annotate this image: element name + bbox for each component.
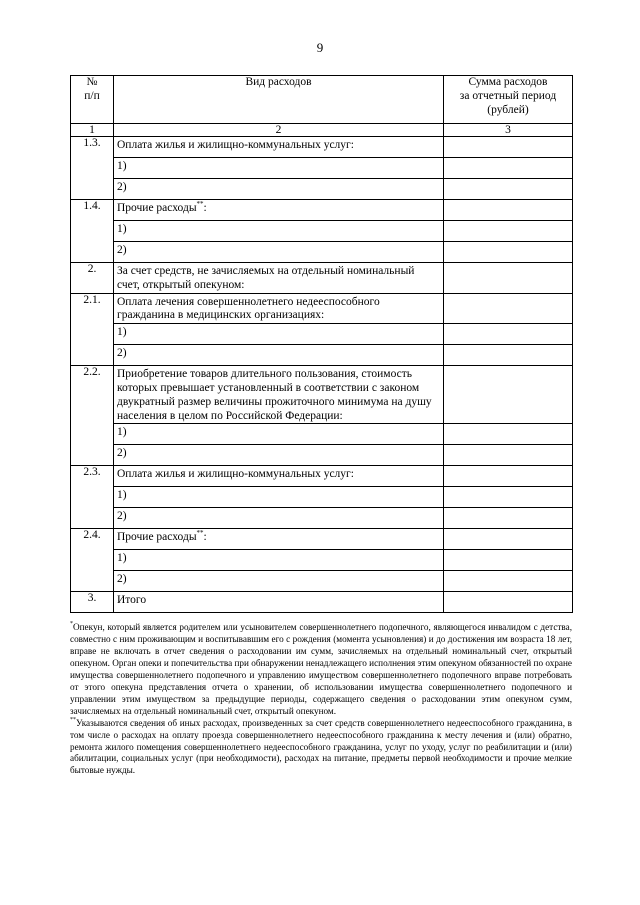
table-row bbox=[71, 137, 573, 158]
table-row bbox=[71, 529, 573, 550]
table-row bbox=[71, 158, 573, 179]
expense-type-cell bbox=[114, 200, 444, 221]
expense-type-cell bbox=[114, 466, 444, 487]
table-row bbox=[71, 508, 573, 529]
expense-type-cell bbox=[114, 487, 444, 508]
expense-type-text: 1) bbox=[117, 552, 127, 565]
row-number: 1.4. bbox=[71, 200, 114, 263]
table-header-row bbox=[71, 76, 573, 124]
expense-type-text: Оплата лечения совершеннолетнего недееспособного гражданина в медицинских организациях: bbox=[117, 295, 380, 322]
row-number: 2.1. bbox=[71, 293, 114, 366]
amount-cell[interactable] bbox=[444, 324, 573, 345]
amount-cell[interactable] bbox=[444, 571, 573, 592]
amount-cell[interactable] bbox=[444, 445, 573, 466]
amount-cell[interactable] bbox=[444, 366, 573, 424]
expense-type-cell bbox=[114, 293, 444, 324]
header-type: Вид расходов bbox=[114, 76, 444, 124]
expense-type-cell bbox=[114, 179, 444, 200]
expense-type-text: Итого bbox=[117, 594, 147, 607]
amount-cell[interactable] bbox=[444, 263, 573, 294]
column-number: 2 bbox=[114, 124, 444, 137]
expense-type-text: 2) bbox=[117, 244, 127, 256]
expense-type-cell bbox=[114, 158, 444, 179]
expense-type-cell bbox=[114, 137, 444, 158]
row-number: 2.4. bbox=[71, 529, 114, 592]
footnote-1 bbox=[70, 622, 572, 718]
expense-type-cell bbox=[114, 550, 444, 571]
row-number: 2.2. bbox=[71, 366, 114, 466]
expense-type-cell bbox=[114, 424, 444, 445]
amount-cell[interactable] bbox=[444, 550, 573, 571]
expense-type-text: За счет средств, не зачисляемых на отдельный номинальный счет, открытый опекуном: bbox=[117, 265, 415, 291]
amount-cell[interactable] bbox=[444, 221, 573, 242]
row-number: 3. bbox=[71, 592, 114, 613]
row-number: 2.3. bbox=[71, 466, 114, 529]
expense-type-text: Прочие расходы bbox=[117, 202, 197, 214]
expense-type-text: 2) bbox=[117, 447, 127, 460]
expense-type-cell bbox=[114, 445, 444, 466]
amount-cell[interactable] bbox=[444, 158, 573, 179]
table-row bbox=[71, 592, 573, 613]
expense-type-cell bbox=[114, 529, 444, 550]
footnote-mark: ** bbox=[70, 716, 76, 723]
amount-cell[interactable] bbox=[444, 200, 573, 221]
amount-cell[interactable] bbox=[444, 424, 573, 445]
header-num: № п/п bbox=[71, 76, 114, 124]
table-row bbox=[71, 263, 573, 294]
table-row bbox=[71, 200, 573, 221]
table-row bbox=[71, 550, 573, 571]
amount-cell[interactable] bbox=[444, 242, 573, 263]
table-row bbox=[71, 424, 573, 445]
table-row bbox=[71, 324, 573, 345]
expenses-table bbox=[70, 75, 573, 613]
footnote-mark: * bbox=[70, 621, 73, 627]
expense-type-text: 2) bbox=[117, 347, 127, 360]
amount-cell[interactable] bbox=[444, 137, 573, 158]
amount-cell[interactable] bbox=[444, 508, 573, 529]
expense-type-cell bbox=[114, 508, 444, 529]
expense-type-cell bbox=[114, 592, 444, 613]
amount-cell[interactable] bbox=[444, 179, 573, 200]
table-row bbox=[71, 179, 573, 200]
expense-type-text: Оплата жилья и жилищно-коммунальных услуг: bbox=[117, 139, 354, 151]
expense-type-cell bbox=[114, 242, 444, 263]
expense-type-text: Приобретение товаров длительного пользования, стоимость которых превышает установленный в соответствии с законом двукратный размер величины прожиточного минимума на душу населения в целом по Российской Федерации: bbox=[117, 368, 432, 422]
footnote-text: Указываются сведения об иных расходах, произведенных за счет средств совершеннолетнего недееспособного гражданина, в том числе о расходах на оплату проезда совершеннолетнего недееспособного гражданина к месту лечения и (или) обратно, ремонта жилого помещения совершеннолетнего недееспособного гражданина, услуг по уходу, услуг по реабилитации и (или) абилитации, социальных услуг (при необходимости), расходах на питание, предметы первой необходимости и прочие мелкие бытовые нужды. bbox=[70, 717, 572, 776]
footnotes bbox=[70, 622, 572, 777]
amount-cell[interactable] bbox=[444, 345, 573, 366]
expense-type-text: Прочие расходы bbox=[117, 531, 197, 544]
table-row bbox=[71, 293, 573, 324]
table-row bbox=[71, 466, 573, 487]
table-row bbox=[71, 345, 573, 366]
expense-type-text: Оплата жилья и жилищно-коммунальных услуг: bbox=[117, 468, 354, 481]
expense-type-text: 2) bbox=[117, 181, 127, 193]
expense-type-cell bbox=[114, 263, 444, 294]
expense-type-text: 2) bbox=[117, 510, 127, 523]
amount-cell[interactable] bbox=[444, 529, 573, 550]
header-sum: Сумма расходов за отчетный период (рублей) bbox=[444, 76, 573, 124]
footnote-ref: ** bbox=[196, 200, 204, 208]
column-number: 1 bbox=[71, 124, 114, 137]
amount-cell[interactable] bbox=[444, 592, 573, 613]
expense-type-cell bbox=[114, 324, 444, 345]
table-row bbox=[71, 366, 573, 424]
expense-type-text: 1) bbox=[117, 223, 127, 235]
expense-type-cell bbox=[114, 345, 444, 366]
column-number-row bbox=[71, 124, 573, 137]
row-number: 1.3. bbox=[71, 137, 114, 200]
expense-type-cell bbox=[114, 221, 444, 242]
expense-type-suffix: : bbox=[203, 202, 207, 214]
row-number: 2. bbox=[71, 263, 114, 294]
amount-cell[interactable] bbox=[444, 487, 573, 508]
expense-type-cell bbox=[114, 366, 444, 424]
expense-type-text: 1) bbox=[117, 160, 127, 172]
expense-type-text: 1) bbox=[117, 426, 127, 439]
expense-type-text: 1) bbox=[117, 489, 127, 502]
amount-cell[interactable] bbox=[444, 466, 573, 487]
table-row bbox=[71, 571, 573, 592]
footnote-ref: ** bbox=[196, 529, 204, 538]
footnote-text: Опекун, который является родителем или усыновителем совершеннолетнего подопечного, являющегося инвалидом с детства, совместно с ним проживающим и воспитывавшим его с рождения (момента усыновления) и до достижения им возраста 18 лет, вправе не включать в отчет сведения о расходовании им сумм, зачисляемых на отдельный номинальный счет, открытый опекуном. Орган опеки и попечительства при обнаружении ненадлежащего исполнения этим опекуном обязанностей по охране имущества совершеннолетнего подопечного и управлению имуществом совершеннолетнего подопечного вправе потребовать от этого опекуна представления отчета о хранении, об использовании имущества совершеннолетнего подопечного и управлении этим имуществом за предыдущие периоды, содержащего сведения о расходовании этим опекуном сумм, зачисляемых на отдельный номинальный счет, открытый опекуном. bbox=[70, 622, 572, 716]
table-row bbox=[71, 487, 573, 508]
amount-cell[interactable] bbox=[444, 293, 573, 324]
table-row bbox=[71, 221, 573, 242]
column-number: 3 bbox=[444, 124, 573, 137]
table-row bbox=[71, 242, 573, 263]
table-body bbox=[71, 137, 573, 613]
footnote-2 bbox=[70, 718, 572, 778]
expense-type-text: 1) bbox=[117, 326, 127, 339]
expense-type-suffix: : bbox=[203, 531, 207, 544]
page-number: 9 bbox=[316, 40, 324, 55]
table-row bbox=[71, 445, 573, 466]
expense-type-cell bbox=[114, 571, 444, 592]
expense-type-text: 2) bbox=[117, 573, 127, 586]
